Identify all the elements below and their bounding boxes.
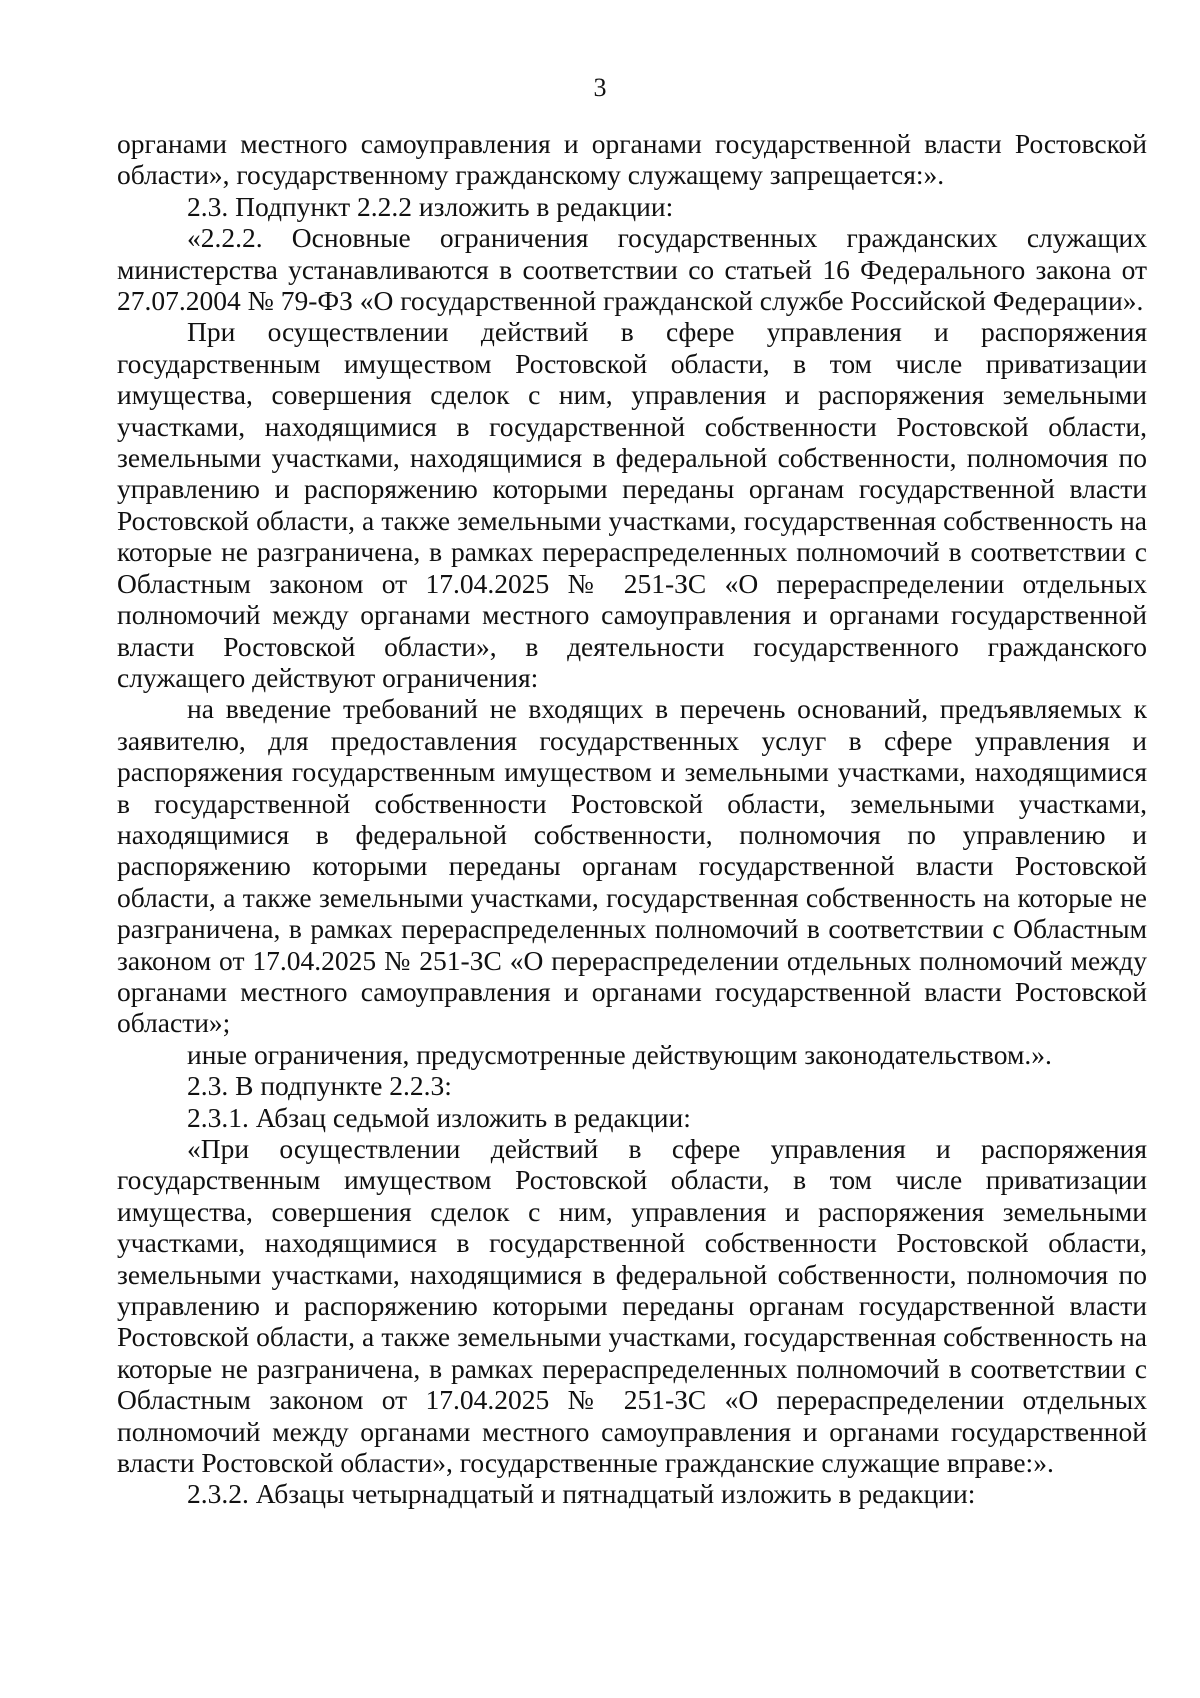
- paragraph-restriction-requirements: на введение требований не входящих в перечень оснований, предъявляемых к заявителю, для предоставления государственных услуг в сфере управления и распоряжения государственным имуществом и земельными участками, находящимися в государственной собственности Ростовской области, земельными участками, находящимися в федеральной собственности, полномочия по управлению и распоряжению которыми переданы органам государственной власти Ростовской области, а также земельными участками, государственная собственность на которые не разграничена, в рамках перераспределенных полномочий в соответствии с Областным законом от 17.04.2025 № 251-ЗС «О перераспределении отдельных полномочий между органами местного самоуправления и органами государственной власти Ростовской области»;: [117, 693, 1147, 1039]
- paragraph-subclause-2-2-3: 2.3. В подпункте 2.2.3:: [187, 1070, 452, 1102]
- paragraph-item-2-3-1: 2.3.1. Абзац седьмой изложить в редакции:: [187, 1101, 691, 1133]
- paragraph-subclause-2-3: 2.3. Подпункт 2.2.2 изложить в редакции:: [187, 190, 674, 222]
- page-number: 3: [593, 73, 607, 102]
- paragraph-restrictions-intro: При осуществлении действий в сфере управления и распоряжения государственным имуществом Ростовской области, в том числе приватизации имущества, совершения сделок с ним, управления и распоряжения земельными участками, находящимися в государственной собственности Ростовской области, земельными участками, находящимися в федеральной собственности, полномочия по управлению и распоряжению которыми переданы органам государственной власти Ростовской области, а также земельными участками, государственная собственность на которые не разграничена, в рамках перераспределенных полномочий в соответствии с Областным законом от 17.04.2025 № 251-ЗС «О перераспределении отдельных полномочий между органами местного самоуправления и органами государственной власти Ростовской области», в деятельности государственного гражданского служащего действуют ограничения:: [117, 316, 1147, 693]
- document-body: [117, 128, 1147, 1510]
- paragraph-other-restrictions: иные ограничения, предусмотренные действующим законодательством.».: [187, 1038, 1052, 1070]
- paragraph-item-2-3-2: 2.3.2. Абзацы четырнадцатый и пятнадцатый изложить в редакции:: [187, 1478, 976, 1510]
- paragraph-rights-intro: «При осуществлении действий в сфере управления и распоряжения государственным имуществом Ростовской области, в том числе приватизации имущества, совершения сделок с ним, управления и распоряжения земельными участками, находящимися в государственной собственности Ростовской области, земельными участками, находящимися в федеральной собственности, полномочия по управлению и распоряжению которыми переданы органам государственной власти Ростовской области, а также земельными участками, государственная собственность на которые не разграничена, в рамках перераспределенных полномочий в соответствии с Областным законом от 17.04.2025 № 251-ЗС «О перераспределении отдельных полномочий между органами местного самоуправления и органами государственной власти Ростовской области», государственные гражданские служащие вправе:».: [117, 1133, 1147, 1479]
- paragraph-clause-2-2-2: «2.2.2. Основные ограничения государственных гражданских служащих министерства устанавливаются в соответствии со статьей 16 Федерального закона от 27.07.2004 № 79-ФЗ «О государственной гражданской службе Российской Федерации».: [117, 222, 1147, 317]
- paragraph-continuation: органами местного самоуправления и органами государственной власти Ростовской области», государственному гражданскому служащему запрещается:».: [117, 128, 1147, 191]
